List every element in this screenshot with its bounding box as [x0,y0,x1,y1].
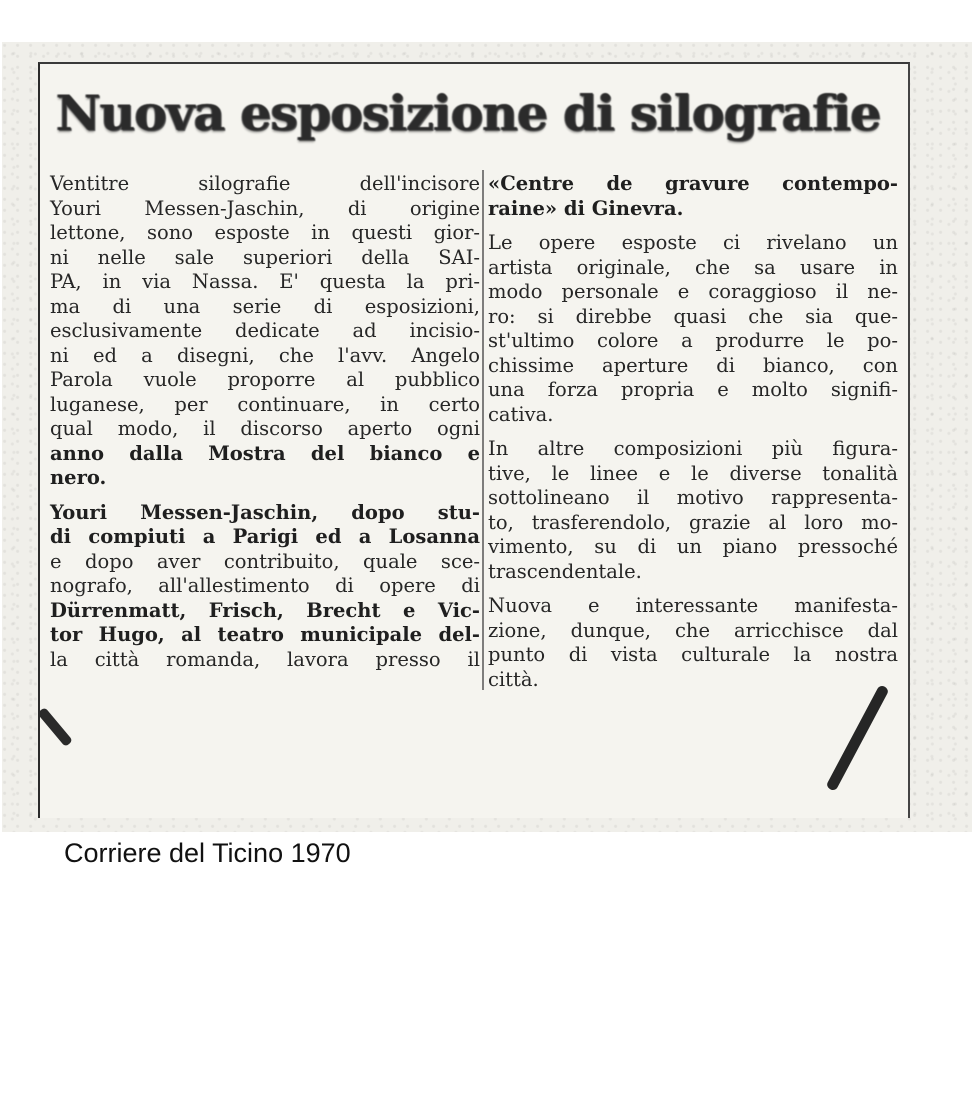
article-line: anno dalla Mostra del bianco e [50,441,480,465]
article-right-column [488,172,898,692]
article-line: Youri Messen-Jaschin, dopo stu- [50,500,480,524]
article-line: sottolineano il motivo rappresenta- [488,486,898,509]
article-line: lettone, sono esposte in questi gior- [50,221,480,244]
article-line: to, trasferendolo, grazie al loro mo- [488,510,898,534]
article-line: chissime aperture di bianco, con [488,353,898,377]
article-line: e dopo aver contribuito, quale sce- [50,549,480,573]
article-line: ni nelle sale superiori della SAI- [50,245,480,269]
article-line: una forza propria e molto signifi- [488,378,898,401]
paragraph-gap [488,584,898,594]
article-line: zione, dunque, che arricchisce dal [488,618,898,642]
article-line: ma di una serie di esposizioni, [50,294,480,318]
article-line: la città romanda, lavora presso il [50,647,480,671]
paragraph-gap [488,427,898,437]
article-line: Ventitre silografie dell'incisore [50,172,480,195]
article-line: esclusivamente dedicate ad incisio- [50,319,480,342]
article-line: ro: si direbbe quasi che sia que- [488,304,898,328]
article-line: qual modo, il discorso aperto ogni [50,417,480,440]
article-line: nero. [50,466,107,489]
article-line: artista originale, che sa usare in [488,255,898,279]
article-line: Youri Messen-Jaschin, di origine [50,196,480,220]
paragraph-gap [50,491,480,501]
article-line: Le opere esposte ci rivelano un [488,231,898,254]
paragraph-gap [488,221,898,231]
article-line: st'ultimo colore a produrre le po- [488,329,898,352]
article-line: cativa. [488,402,554,426]
article-line: Parola vuole proporre al pubblico [50,368,480,391]
article-line: ni ed a disegni, che l'avv. Angelo [50,343,480,367]
article-headline: Nuova esposizione di silografie [56,84,881,142]
article-line: città. [488,667,539,691]
article-line: Dürrenmatt, Frisch, Brecht e Vic- [50,598,480,622]
article-line: vimento, su di un piano pressoché [488,535,898,558]
article-line: punto di vista culturale la nostra [488,643,898,666]
article-line: luganese, per continuare, in certo [50,392,480,416]
article-line: Nuova e interessante manifesta- [488,594,898,617]
article-line: tive, le linee e le diverse tonalità [488,461,898,485]
article-line: «Centre de gravure contempo- [488,172,898,195]
source-caption: Corriere del Ticino 1970 [64,838,351,868]
article-line: PA, in via Nassa. E' questa la pri- [50,270,480,293]
article-line: modo personale e coraggioso il ne- [488,280,898,303]
article-line: di compiuti a Parigi ed a Losanna [50,525,480,548]
newspaper-clipping [38,62,910,818]
article-left-column [50,172,480,672]
article-line: tor Hugo, al teatro municipale del- [50,623,480,646]
column-divider [482,170,484,690]
article-line: trascendentale. [488,559,642,583]
article-line: raine» di Ginevra. [488,196,684,220]
article-line: nografo, all'allestimento di opere di [50,574,480,597]
article-line: In altre composizioni più figura- [488,437,898,460]
